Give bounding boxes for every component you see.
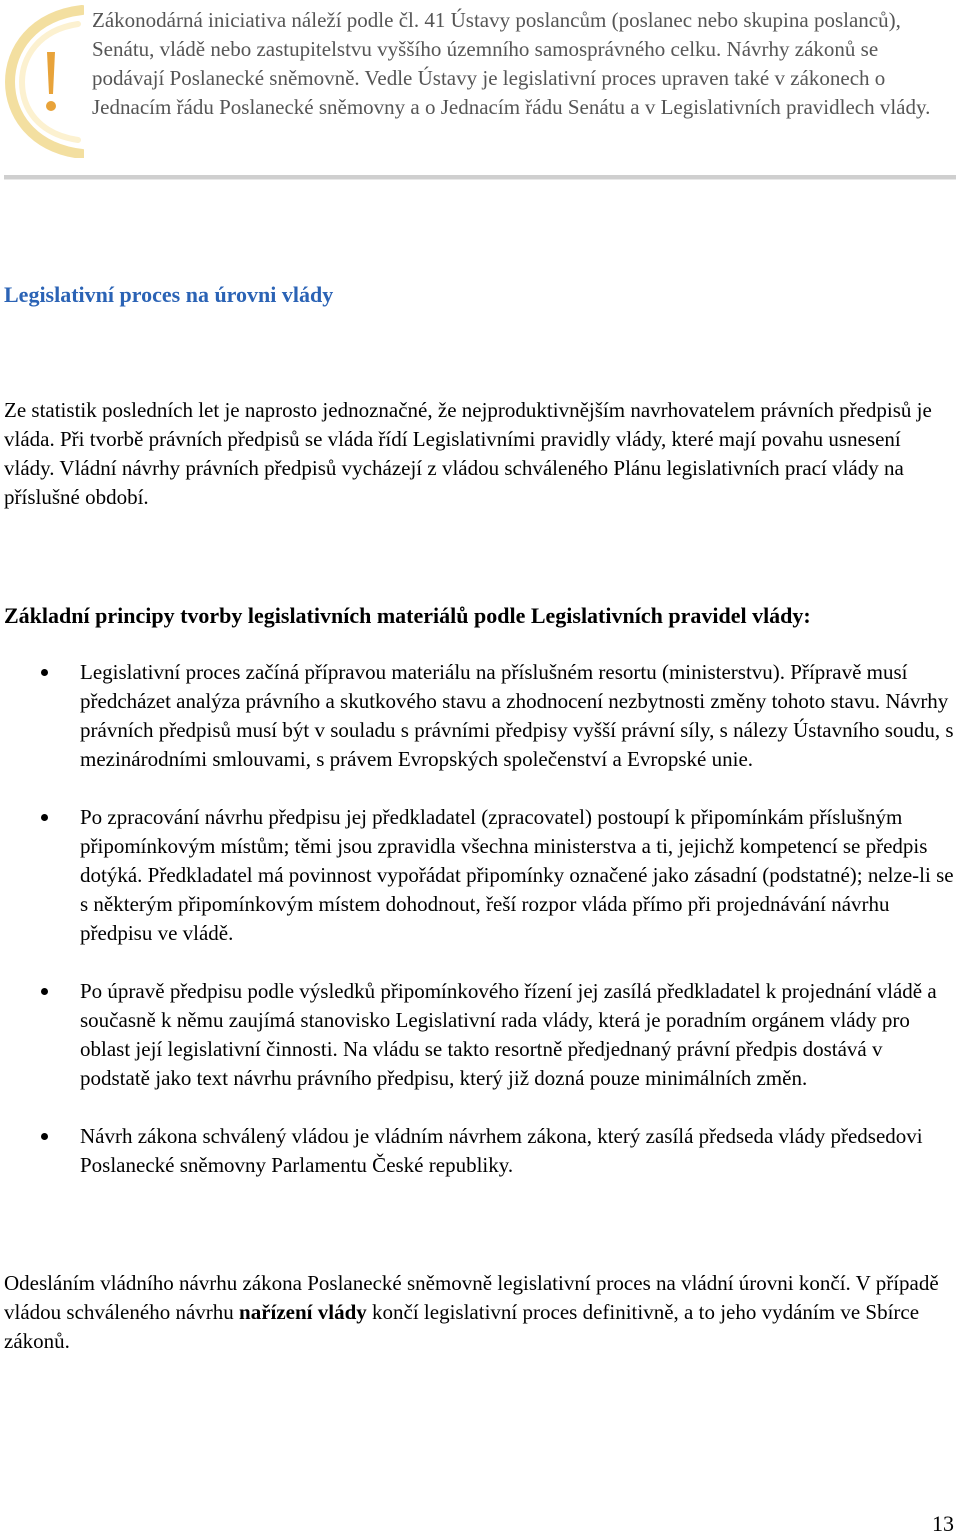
- conclusion-bold-term: nařízení vlády: [239, 1300, 367, 1324]
- list-item-text: Legislativní proces začíná přípravou materiálu na příslušném resortu (ministerstvu). Přípravě musí předcházet analýza právního a skutkového stavu a zhodnocení nezbytnosti změny tohoto stavu. Návrhy právních předpisů musí být v souladu s právními předpisy vyšší právní síly, s nálezy Ústavního soudu, s mezinárodními smlouvami, s právem Evropských společenství a Evropské unie.: [80, 660, 954, 771]
- list-item: [0, 658, 956, 774]
- horizontal-divider: [4, 175, 956, 180]
- bullet-icon: [41, 988, 48, 995]
- list-item: [0, 1122, 956, 1180]
- section-title: Legislativní proces na úrovni vlády: [4, 282, 334, 307]
- list-item-text: Po zpracování návrhu předpisu jej předkladatel (zpracovatel) postoupí k připomínkám příslušným připomínkovým místům; těmi jsou zpravidla všechna ministerstva a ti, jejichž kompetencí se předpis dotýká. Předkladatel má povinnost vypořádat připomínky označené jako zásadní (podstatné); nelze-li se s některým připomínkovým místem dohodnout, řeší rozpor vláda přímo při projednávání návrhu předpisu ve vládě.: [80, 805, 954, 945]
- intro-paragraph: Ze statistik posledních let je naprosto jednoznačné, že nejproduktivnějším navrhovatelem právních předpisů je vláda. Při tvorbě právních předpisů se vláda řídí Legislativními pravidly vlády, které mají povahu usnesení vlády. Vládní návrhy právních předpisů vycházejí z vládou schváleného Plánu legislativních prací vlády na příslušné období.: [4, 398, 932, 509]
- bullet-icon: [41, 669, 48, 676]
- conclusion-text-start: Odesláním vládního návrhu zákona Poslanecké sněmovně legislativní proces na vládní úrovni končí. V případě vládou schváleného návrhu: [4, 1271, 939, 1324]
- page-number: 13: [932, 1511, 954, 1536]
- principles-heading: Základní principy tvorby legislativních materiálů podle Legislativních pravidel vlády:: [4, 603, 811, 628]
- bullet-icon: [41, 1133, 48, 1140]
- conclusion-paragraph: [4, 1269, 956, 1356]
- note-text: Zákonodárná iniciativa náleží podle čl. 41 Ústavy poslancům (poslanec nebo skupina poslanců), Senátu, vládě nebo zastupitelstvu vyššího územního samosprávného celku. Návrhy zákonů se podávají Poslanecké sněmovně. Vedle Ústavy je legislativní proces upraven také v zákonech o Jednacím řádu Poslanecké sněmovny a o Jednacím řádu Senátu a v Legislativních pravidlech vlády.: [92, 8, 931, 119]
- principles-list: [0, 658, 960, 1209]
- list-item: [0, 977, 956, 1093]
- bullet-icon: [41, 814, 48, 821]
- list-item-text: Návrh zákona schválený vládou je vládním návrhem zákona, který zasílá předseda vlády předsedovi Poslanecké sněmovny Parlamentu České republiky.: [80, 1124, 923, 1177]
- conclusion-text-end: končí legislativní proces definitivně, a to jeho vydáním ve Sbírce zákonů.: [4, 1300, 920, 1353]
- list-item: [0, 803, 956, 948]
- list-item-text: Po úpravě předpisu podle výsledků připomínkového řízení jej zasílá předkladatel k projednání vládě a současně k němu zaujímá stanovisko Legislativní rada vlády, která je poradním orgánem vlády pro oblast její legislativní činnosti. Na vládu se takto resortně předjednaný právní předpis dostává v podstatě jako text návrhu právního předpisu, který již dozná pouze minimálních změn.: [80, 979, 937, 1090]
- exclamation-note-icon: [4, 2, 84, 158]
